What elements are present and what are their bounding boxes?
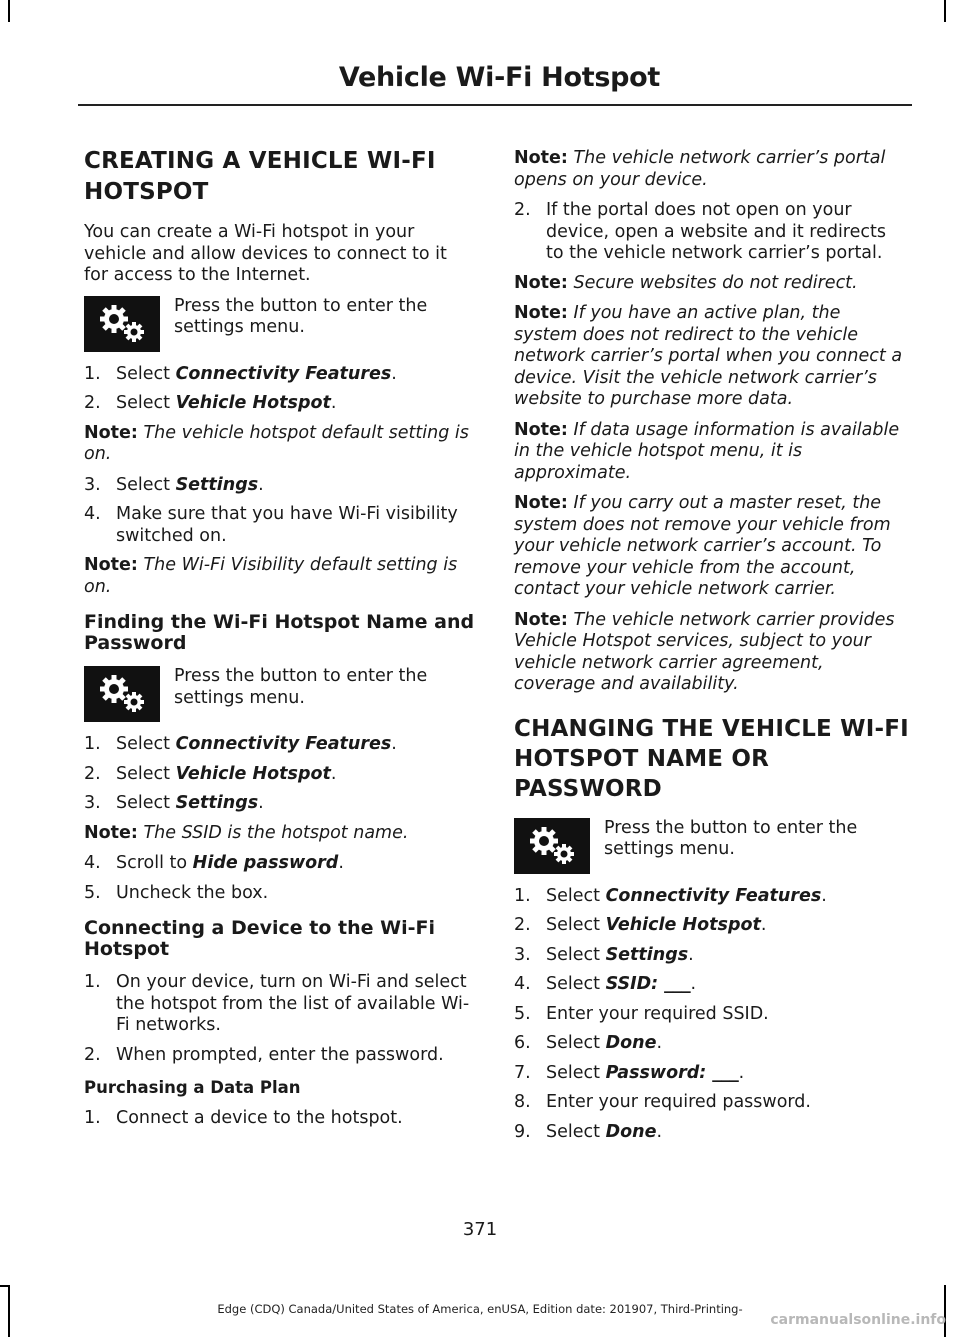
- steps-list-g: [514, 200, 909, 265]
- list-item: 1. Select Connectivity Features.: [84, 363, 397, 384]
- list-item: 3. Select Settings.: [84, 474, 264, 495]
- list-item: 5. Enter your required SSID.: [514, 1003, 769, 1024]
- page-header-title: Vehicle Wi-Fi Hotspot: [338, 62, 660, 93]
- list-item: 2. Select Vehicle Hotspot.: [514, 915, 767, 935]
- note-portal-opens: Note: The vehicle network carrier’s portal opens on your device.: [514, 148, 886, 190]
- intro-paragraph: You can create a Wi-Fi hotspot in your vehicle and allow devices to connect to it for access to the Internet.: [84, 222, 447, 285]
- settings-instruction-text: Press the button to enter the settings menu.: [174, 666, 428, 708]
- list-item: 1. Select Connectivity Features.: [514, 885, 827, 906]
- watermark: carmanualsonline.info: [770, 1312, 946, 1328]
- crop-mark-top-right-v: [944, 0, 946, 22]
- header-rule: [78, 104, 912, 106]
- note-data-usage: Note: If data usage information is available in the vehicle hotspot menu, it is approximate.: [514, 419, 900, 483]
- list-item: 4. Make sure that you have Wi-Fi visibility switched on.: [84, 504, 458, 546]
- steps-list-e: [84, 972, 476, 1066]
- crop-mark-top-left-v: [8, 0, 10, 22]
- footer-edition-text: Edge (CDQ) Canada/United States of America, enUSA, Edition date: 201907, Third-Printing-: [217, 1302, 743, 1316]
- settings-instruction: [84, 296, 476, 352]
- settings-instruction-text: Press the button to enter the settings menu.: [174, 295, 428, 337]
- note-master-reset: Note: If you carry out a master reset, the system does not remove your vehicle from your vehicle network carrier’s account. To remove your vehicle from the account, contact your vehicle network carrier.: [514, 493, 891, 599]
- note-active-plan: Note: If you have an active plan, the system does not redirect to the vehicle network carrier’s portal when you connect a device. Visit the vehicle network carrier’s website to purchase more data.: [514, 303, 903, 409]
- list-item: 9. Select Done.: [514, 1121, 663, 1142]
- list-item: 4. Select SSID: ___.: [514, 974, 697, 994]
- list-item: 2. When prompted, enter the password.: [84, 1044, 444, 1065]
- heading-changing-name-password: CHANGING THE VEHICLE WI-FI HOTSPOT NAME OR PASSWORD: [514, 715, 909, 802]
- steps-list-c: [84, 734, 476, 815]
- list-item: 5. Uncheck the box.: [84, 882, 269, 903]
- list-item: 1. Connect a device to the hotspot.: [84, 1108, 403, 1128]
- settings-instruction: [514, 818, 909, 874]
- right-column: [514, 148, 909, 1151]
- settings-gear-icon: [514, 818, 590, 874]
- list-item: 4. Scroll to Hide password.: [84, 853, 344, 873]
- crop-mark-bottom-left-h: [0, 1285, 10, 1287]
- heading-finding-name-password: Finding the Wi-Fi Hotspot Name and Password: [84, 611, 475, 654]
- list-item: 1. Select Connectivity Features.: [84, 734, 397, 754]
- note-default-setting: Note: The vehicle hotspot default setting is on.: [84, 422, 469, 464]
- list-item: 2. Select Vehicle Hotspot.: [84, 393, 337, 413]
- note-ssid: Note: The SSID is the hotspot name.: [84, 822, 409, 843]
- steps-list-d: [84, 853, 476, 904]
- settings-gear-icon: [84, 666, 160, 722]
- heading-creating-hotspot: CREATING A VEHICLE WI-FI HOTSPOT: [84, 148, 436, 205]
- list-item: 2. If the portal does not open on your device, open a website and it redirects to the vehicle network carrier’s portal.: [514, 200, 886, 263]
- list-item: 2. Select Vehicle Hotspot.: [84, 763, 337, 784]
- left-column: [84, 140, 476, 1138]
- heading-purchasing-data-plan: Purchasing a Data Plan: [84, 1078, 301, 1097]
- list-item: 1. On your device, turn on Wi-Fi and select the hotspot from the list of available Wi-Fi networks.: [84, 972, 470, 1035]
- steps-list-b: [84, 475, 476, 548]
- list-item: 8. Enter your required password.: [514, 1092, 811, 1112]
- steps-list-h: [514, 886, 909, 1144]
- settings-instruction-text: Press the button to enter the settings menu.: [604, 817, 858, 859]
- list-item: 3. Select Settings.: [84, 793, 264, 813]
- settings-instruction: [84, 666, 476, 722]
- list-item: 3. Select Settings.: [514, 944, 694, 965]
- list-item: 7. Select Password: ___.: [514, 1062, 745, 1083]
- settings-gear-icon: [84, 296, 160, 352]
- steps-list-f: [84, 1108, 476, 1130]
- note-visibility-default: Note: The Wi-Fi Visibility default setting is on.: [84, 555, 458, 597]
- note-carrier-services: Note: The vehicle network carrier provides Vehicle Hotspot services, subject to your vehicle network carrier agreement, coverage and availability.: [514, 609, 895, 694]
- page-number: 371: [462, 1219, 498, 1240]
- heading-connecting-device: Connecting a Device to the Wi-Fi Hotspot: [84, 917, 435, 960]
- list-item: 6. Select Done.: [514, 1033, 663, 1053]
- note-secure-websites: Note: Secure websites do not redirect.: [514, 272, 858, 293]
- steps-list-a: [84, 364, 476, 415]
